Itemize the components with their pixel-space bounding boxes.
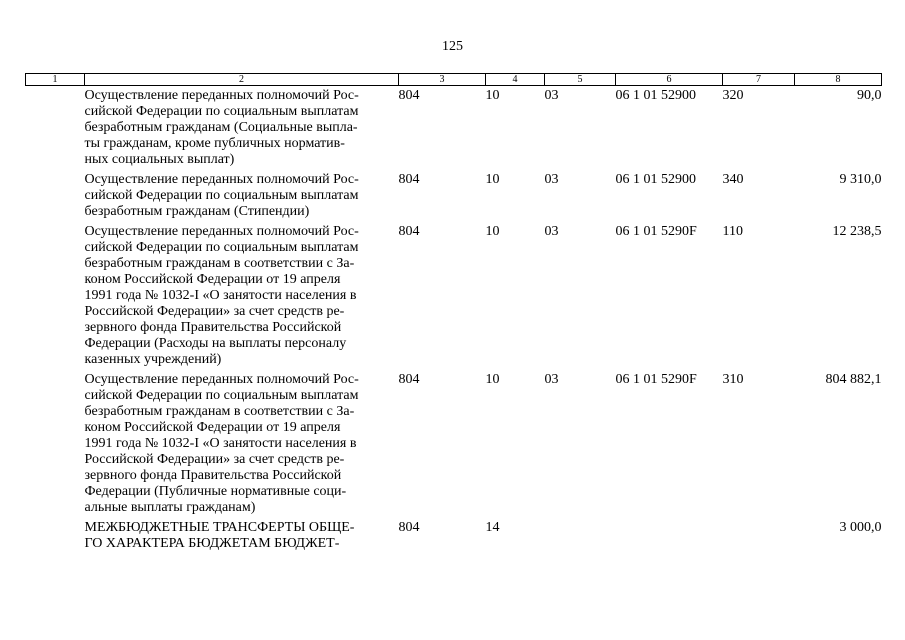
cell-col6: 06 1 01 52900 [615, 88, 696, 103]
column-header: 2 [85, 74, 399, 86]
column-header: 6 [616, 74, 723, 86]
cell-col3: 804 [398, 172, 420, 187]
cell-col1 [26, 222, 85, 370]
cell-col3: 804 [398, 88, 420, 103]
table-row [26, 86, 882, 171]
cell-amount: 12 238,5 [832, 224, 882, 239]
cell-description: Осуществление переданных полномочий Рос- сийской Федерации по социальным выплатам безработным гражданам (Социальные выпла- ты гражданам, кроме публичных норматив- ных социальных выплат) [84, 88, 359, 167]
cell-amount: 3 000,0 [839, 520, 882, 535]
table-row [26, 170, 882, 222]
cell-col6 [616, 518, 723, 554]
cell-col1 [26, 86, 85, 171]
page-number: 125 [442, 39, 463, 54]
cell-col3: 804 [398, 520, 420, 535]
table-row [26, 370, 882, 518]
cell-col3: 804 [398, 372, 420, 387]
cell-col7: 340 [722, 172, 744, 187]
cell-col1 [26, 518, 85, 554]
cell-col5: 03 [544, 88, 559, 103]
cell-description: МЕЖБЮДЖЕТНЫЕ ТРАНСФЕРТЫ ОБЩЕ- ГО ХАРАКТЕРА БЮДЖЕТАМ БЮДЖЕТ- [84, 520, 355, 551]
cell-col4: 10 [485, 88, 500, 103]
cell-col7 [723, 518, 795, 554]
cell-col5 [545, 518, 616, 554]
cell-col1 [26, 170, 85, 222]
column-header: 4 [486, 74, 545, 86]
cell-amount: 9 310,0 [839, 172, 882, 187]
cell-col7: 310 [722, 372, 744, 387]
cell-col7: 110 [722, 224, 743, 239]
cell-col3: 804 [398, 224, 420, 239]
cell-description: Осуществление переданных полномочий Рос- сийской Федерации по социальным выплатам безработным гражданам в соответствии с За- коном Российской Федерации от 19 апреля 1991 года № 1032-I «О занятости населения в Российской Федерации» за счет средств ре- зервного фонда Правительства Российской Федерации (Расходы на выплаты персоналу казенных учреждений) [84, 224, 359, 367]
cell-col4: 10 [485, 224, 500, 239]
cell-col6: 06 1 01 5290F [615, 372, 697, 387]
budget-table [25, 73, 882, 554]
cell-col5: 03 [544, 172, 559, 187]
cell-amount: 804 882,1 [825, 372, 882, 387]
table-row [26, 222, 882, 370]
table-header-row [26, 74, 882, 86]
cell-amount: 90,0 [857, 88, 882, 103]
column-header: 5 [545, 74, 616, 86]
cell-col6: 06 1 01 52900 [615, 172, 696, 187]
cell-col4: 10 [485, 172, 500, 187]
table-row [26, 518, 882, 554]
cell-description: Осуществление переданных полномочий Рос- сийской Федерации по социальным выплатам безработным гражданам (Стипендии) [84, 172, 359, 219]
cell-col5: 03 [544, 224, 559, 239]
cell-col4: 10 [485, 372, 500, 387]
cell-col1 [26, 370, 85, 518]
cell-description: Осуществление переданных полномочий Рос- сийской Федерации по социальным выплатам безработным гражданам в соответствии с За- коном Российской Федерации от 19 апреля 1991 года № 1032-I «О занятости населения в Российской Федерации» за счет средств ре- зервного фонда Правительства Российской Федерации (Публичные нормативные соци- альные выплаты гражданам) [84, 372, 359, 515]
cell-col5: 03 [544, 372, 559, 387]
column-header: 3 [399, 74, 486, 86]
column-header: 8 [795, 74, 882, 86]
column-header: 1 [26, 74, 85, 86]
column-header: 7 [723, 74, 795, 86]
cell-col4: 14 [485, 520, 500, 535]
cell-col6: 06 1 01 5290F [615, 224, 697, 239]
cell-col7: 320 [722, 88, 744, 103]
